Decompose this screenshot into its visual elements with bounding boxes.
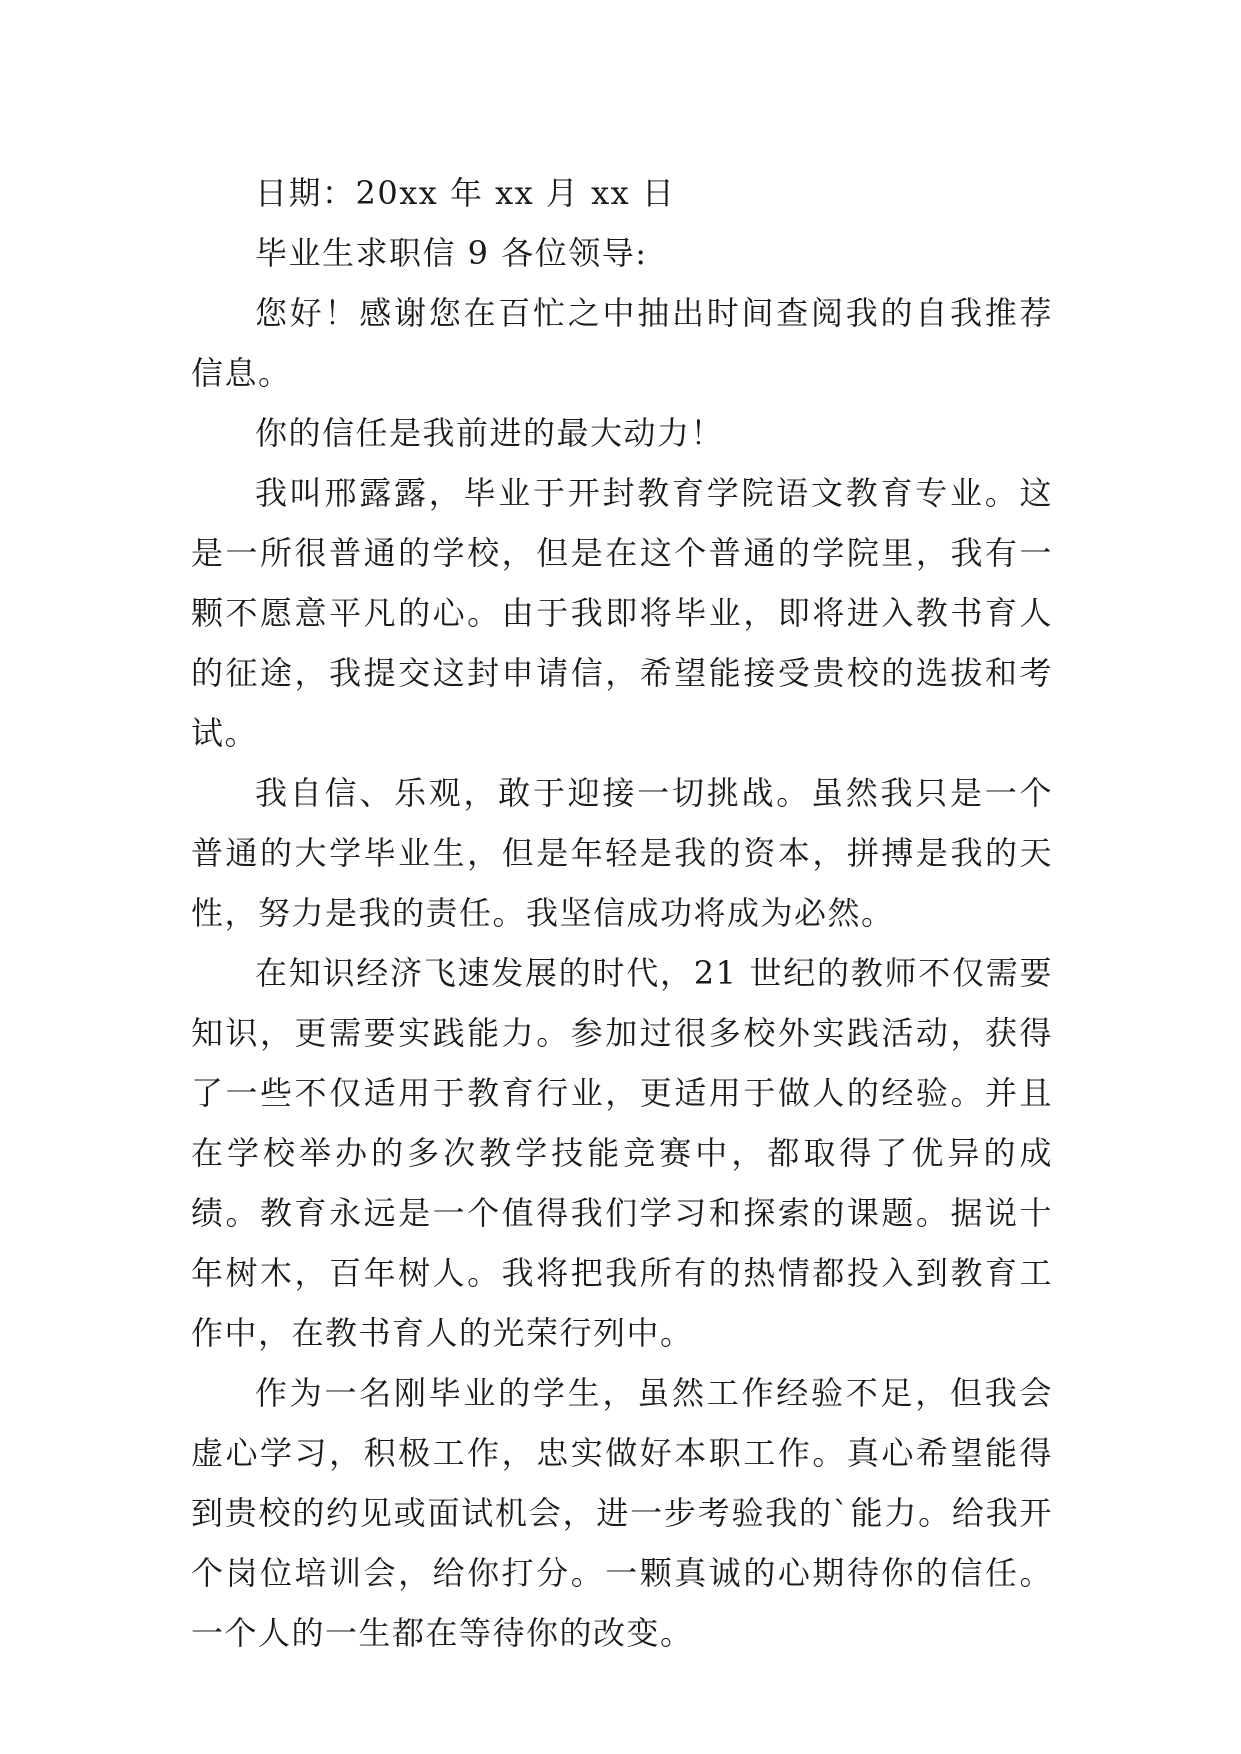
date-line: 日期：20xx 年 xx 月 xx 日 <box>255 174 676 212</box>
paragraph-experience: 在知识经济飞速发展的时代，21 世纪的教师不仅需要知识，更需要实践能力。参加过很多校外实践活动，获得了一些不仅适用于教育行业，更适用于做人的经验。并且在学校举办的多次教学技能竞赛中，都取得了优异的成绩。教育永远是一个值得我们学习和探索的课题。据说十年树木，百年树人。我将把我所有的热情都投入到教育工作中，在教书育人的光荣行列中。 <box>191 954 1053 1352</box>
paragraph-trust: 你的信任是我前进的最大动力！ <box>255 414 725 452</box>
paragraph-closing: 作为一名刚毕业的学生，虽然工作经验不足，但我会虚心学习，积极工作，忠实做好本职工作。真心希望能得到贵校的约见或面试机会，进一步考验我的`能力。给我开个岗位培训会，给你打分。一颗真诚的心期待你的信任。一个人的一生都在等待你的改变。 <box>191 1374 1053 1652</box>
paragraph-greeting: 您好！感谢您在百忙之中抽出时间查阅我的自我推荐信息。 <box>191 294 1053 392</box>
salutation: 毕业生求职信 9 各位领导: <box>255 234 648 272</box>
paragraph-introduction: 我叫邢露露，毕业于开封教育学院语文教育专业。这是一所很普通的学校，但是在这个普通的学院里，我有一颗不愿意平凡的心。由于我即将毕业，即将进入教书育人的征途，我提交这封申请信，希望能接受贵校的选拔和考试。 <box>191 474 1053 752</box>
letter-body <box>191 163 1053 1663</box>
paragraph-personality: 我自信、乐观，敢于迎接一切挑战。虽然我只是一个普通的大学毕业生，但是年轻是我的资本，拼搏是我的天性，努力是我的责任。我坚信成功将成为必然。 <box>191 774 1053 932</box>
